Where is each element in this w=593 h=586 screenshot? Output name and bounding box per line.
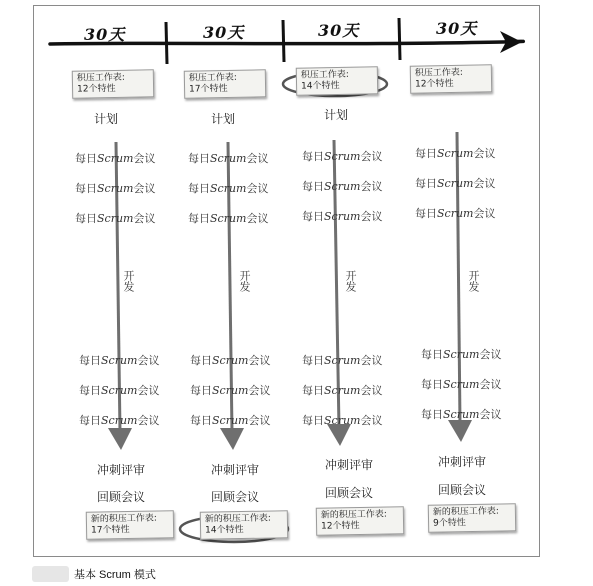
daily-scrum-label: 每日Scrum会议 [79,384,160,397]
plan-label: 计划 [324,108,349,122]
backlog-title: 积压工作表: [76,72,126,84]
backlog-count: 17个特性 [189,83,228,95]
development-label: 开发 [344,270,357,292]
daily-scrum-label: 每日Scrum会议 [75,212,156,225]
backlog-card [410,64,492,93]
new-backlog-title: 新的积压工作表: [320,509,388,521]
daily-scrum-label: 每日Scrum会议 [421,408,502,421]
backlog-count: 12个特性 [415,78,454,90]
development-label: 开发 [122,270,135,292]
daily-scrum-label: 每日Scrum会议 [415,147,496,160]
sprint-review-label: 冲刺评审 [211,463,260,477]
daily-scrum-label: 每日Scrum会议 [188,182,269,195]
daily-scrum-label: 每日Scrum会议 [302,384,383,397]
sprint-duration-label: 30天 [318,21,360,40]
sprint-review-label: 冲刺评审 [438,455,487,469]
daily-scrum-label: 每日Scrum会议 [302,150,383,163]
daily-scrum-label: 每日Scrum会议 [421,348,502,361]
development-label: 开发 [467,270,480,292]
new-backlog-title: 新的积压工作表: [90,513,158,525]
plan-label: 计划 [211,112,236,126]
new-backlog-count: 12个特性 [321,521,360,532]
retrospective-label: 回顾会议 [438,483,487,497]
new-backlog-title: 新的积压工作表: [204,513,272,525]
new-backlog-card [200,510,288,540]
sprint-divider [283,20,284,62]
sprint-duration-label: 30天 [203,23,245,42]
new-backlog-count: 14个特性 [205,525,244,536]
backlog-count: 12个特性 [77,83,116,95]
new-backlog-count: 9个特性 [433,518,466,529]
new-backlog-card [86,510,174,540]
sprint-divider [399,18,400,60]
daily-scrum-label: 每日Scrum会议 [415,177,496,190]
new-backlog-title: 新的积压工作表: [432,506,500,518]
new-backlog-card [428,503,516,533]
daily-scrum-label: 每日Scrum会议 [75,152,156,165]
daily-scrum-label: 每日Scrum会议 [421,378,502,391]
backlog-count: 14个特性 [301,80,340,92]
backlog-card [72,69,154,98]
daily-scrum-label: 每日Scrum会议 [188,212,269,225]
daily-scrum-label: 每日Scrum会议 [79,414,160,427]
sprint-review-label: 冲刺评审 [325,458,374,472]
figure-caption: 基本 Scrum 模式 [74,569,156,581]
daily-scrum-label: 每日Scrum会议 [302,414,383,427]
backlog-card [184,69,266,98]
daily-scrum-label: 每日Scrum会议 [302,354,383,367]
daily-scrum-label: 每日Scrum会议 [75,182,156,195]
new-backlog-count: 17个特性 [91,525,130,536]
new-backlog-card [316,506,404,536]
daily-scrum-label: 每日Scrum会议 [302,180,383,193]
daily-scrum-label: 每日Scrum会议 [190,414,271,427]
retrospective-label: 回顾会议 [211,490,260,504]
daily-scrum-label: 每日Scrum会议 [190,354,271,367]
caption-marker [32,566,69,582]
backlog-title: 积压工作表: [300,69,350,81]
daily-scrum-label: 每日Scrum会议 [188,152,269,165]
sprint-review-label: 冲刺评审 [97,463,146,477]
sprint-divider [166,22,167,64]
daily-scrum-label: 每日Scrum会议 [79,354,160,367]
backlog-card [296,66,378,95]
retrospective-label: 回顾会议 [325,486,374,500]
backlog-title: 积压工作表: [414,67,464,79]
sprint-duration-label: 30天 [84,25,126,44]
plan-label: 计划 [94,112,119,126]
daily-scrum-label: 每日Scrum会议 [190,384,271,397]
development-label: 开发 [238,270,251,292]
backlog-title: 积压工作表: [188,72,238,84]
sprint-duration-label: 30天 [436,19,478,38]
daily-scrum-label: 每日Scrum会议 [415,207,496,220]
retrospective-label: 回顾会议 [97,490,146,504]
daily-scrum-label: 每日Scrum会议 [302,210,383,223]
